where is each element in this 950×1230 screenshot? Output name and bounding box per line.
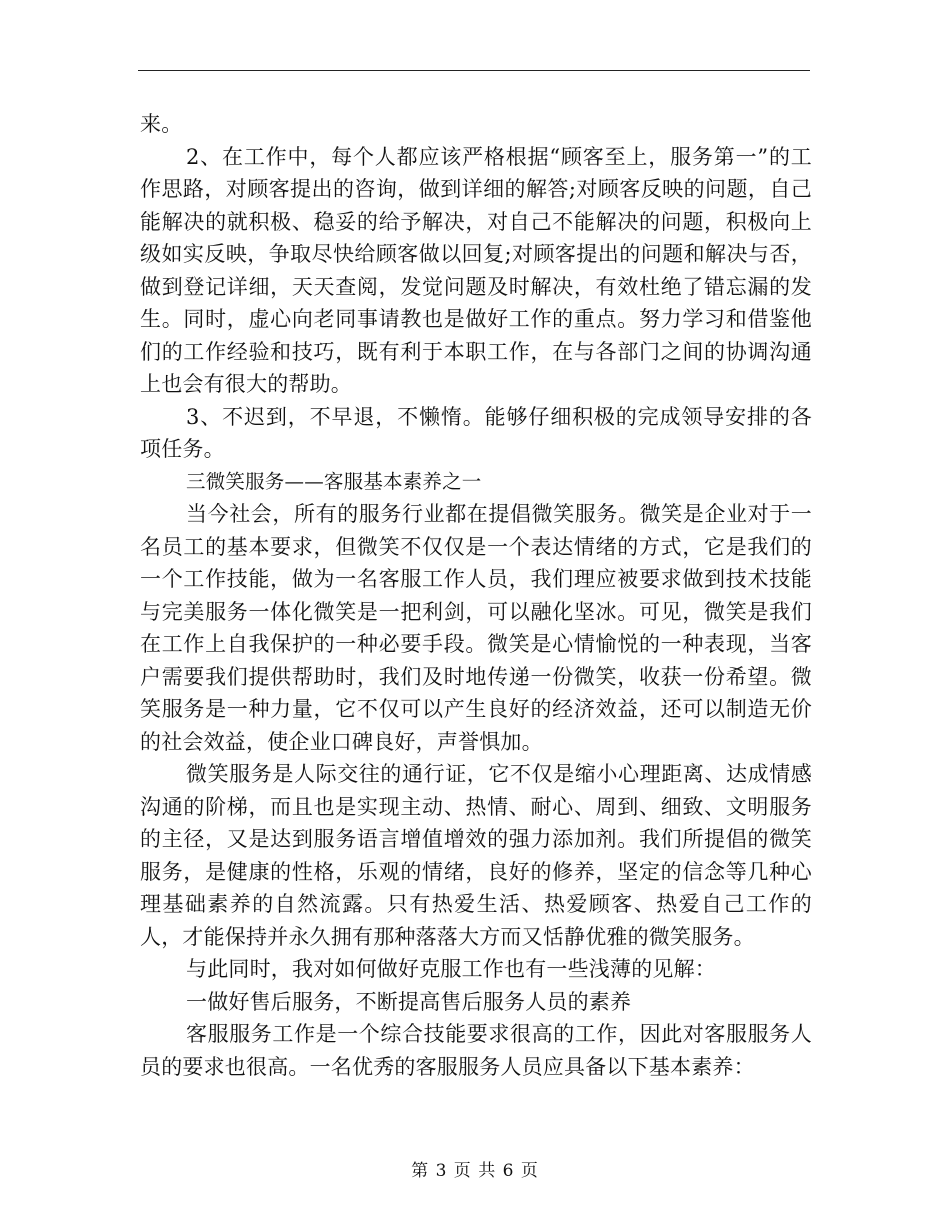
paragraph-after-sales-heading: 一做好售后服务，不断提高售后服务人员的素养 bbox=[186, 989, 632, 1014]
paragraph-continuation: 来。 bbox=[140, 112, 183, 136]
paragraph-item-3: 3、不迟到，不早退，不懒惰。能够仔细积极的完成领导安排的各项任务。 bbox=[140, 404, 812, 461]
body-text bbox=[140, 108, 812, 1083]
page-footer: 第 3 页 共 6 页 bbox=[411, 1161, 539, 1181]
paragraph-opinion-intro: 与此同时，我对如何做好克服工作也有一些浅薄的见解： bbox=[186, 957, 716, 981]
section-heading-smile-service: 三微笑服务——客服基本素养之一 bbox=[186, 469, 482, 493]
paragraph-item-2: 2、在工作中，每个人都应该严格根据“顾客至上，服务第一”的工作思路，对顾客提出的咨询，做到详细的解答;对顾客反映的问题，自己能解决的就积极、稳妥的给予解决，对自己不能解决的问题，积极向上级如实反映，争取尽快给顾客做以回复;对顾客提出的问题和解决与否，做到登记详细，天天查阅，发觉问题及时解决，有效杜绝了错忘漏的发生。同时，虚心向老同事请教也是做好工作的重点。努力学习和借鉴他们的工作经验和技巧，既有利于本职工作，在与各部门之间的协调沟通上也会有很大的帮助。 bbox=[140, 144, 812, 396]
header-rule bbox=[138, 70, 810, 71]
paragraph-smile-service-2: 微笑服务是人际交往的通行证，它不仅是缩小心理距离、达成情感沟通的阶梯，而且也是实现主动、热情、耐心、周到、细致、文明服务的主径，又是达到服务语言增值增效的强力添加剂。我们所提倡的微笑服务，是健康的性格，乐观的情绪，良好的修养，坚定的信念等几种心理基础素养的自然流露。只有热爱生活、热爱顾客、热爱自己工作的人，才能保持并永久拥有那种落落大方而又恬静优雅的微笑服务。 bbox=[140, 762, 812, 949]
paragraph-service-requirements: 客服服务工作是一个综合技能要求很高的工作，因此对客服服务人员的要求也很高。一名优秀的客服服务人员应具备以下基本素养： bbox=[140, 1022, 812, 1079]
paragraph-smile-service-1: 当今社会，所有的服务行业都在提倡微笑服务。微笑是企业对于一名员工的基本要求，但微笑不仅仅是一个表达情绪的方式，它是我们的一个工作技能，做为一名客服工作人员，我们理应被要求做到技术技能与完美服务一体化微笑是一把利剑，可以融化坚冰。可见，微笑是我们在工作上自我保护的一种必要手段。微笑是心情愉悦的一种表现，当客户需要我们提供帮助时，我们及时地传递一份微笑，收获一份希望。微笑服务是一种力量，它不仅可以产生良好的经济效益，还可以制造无价的社会效益，使企业口碑良好，声誉惧加。 bbox=[140, 502, 812, 754]
